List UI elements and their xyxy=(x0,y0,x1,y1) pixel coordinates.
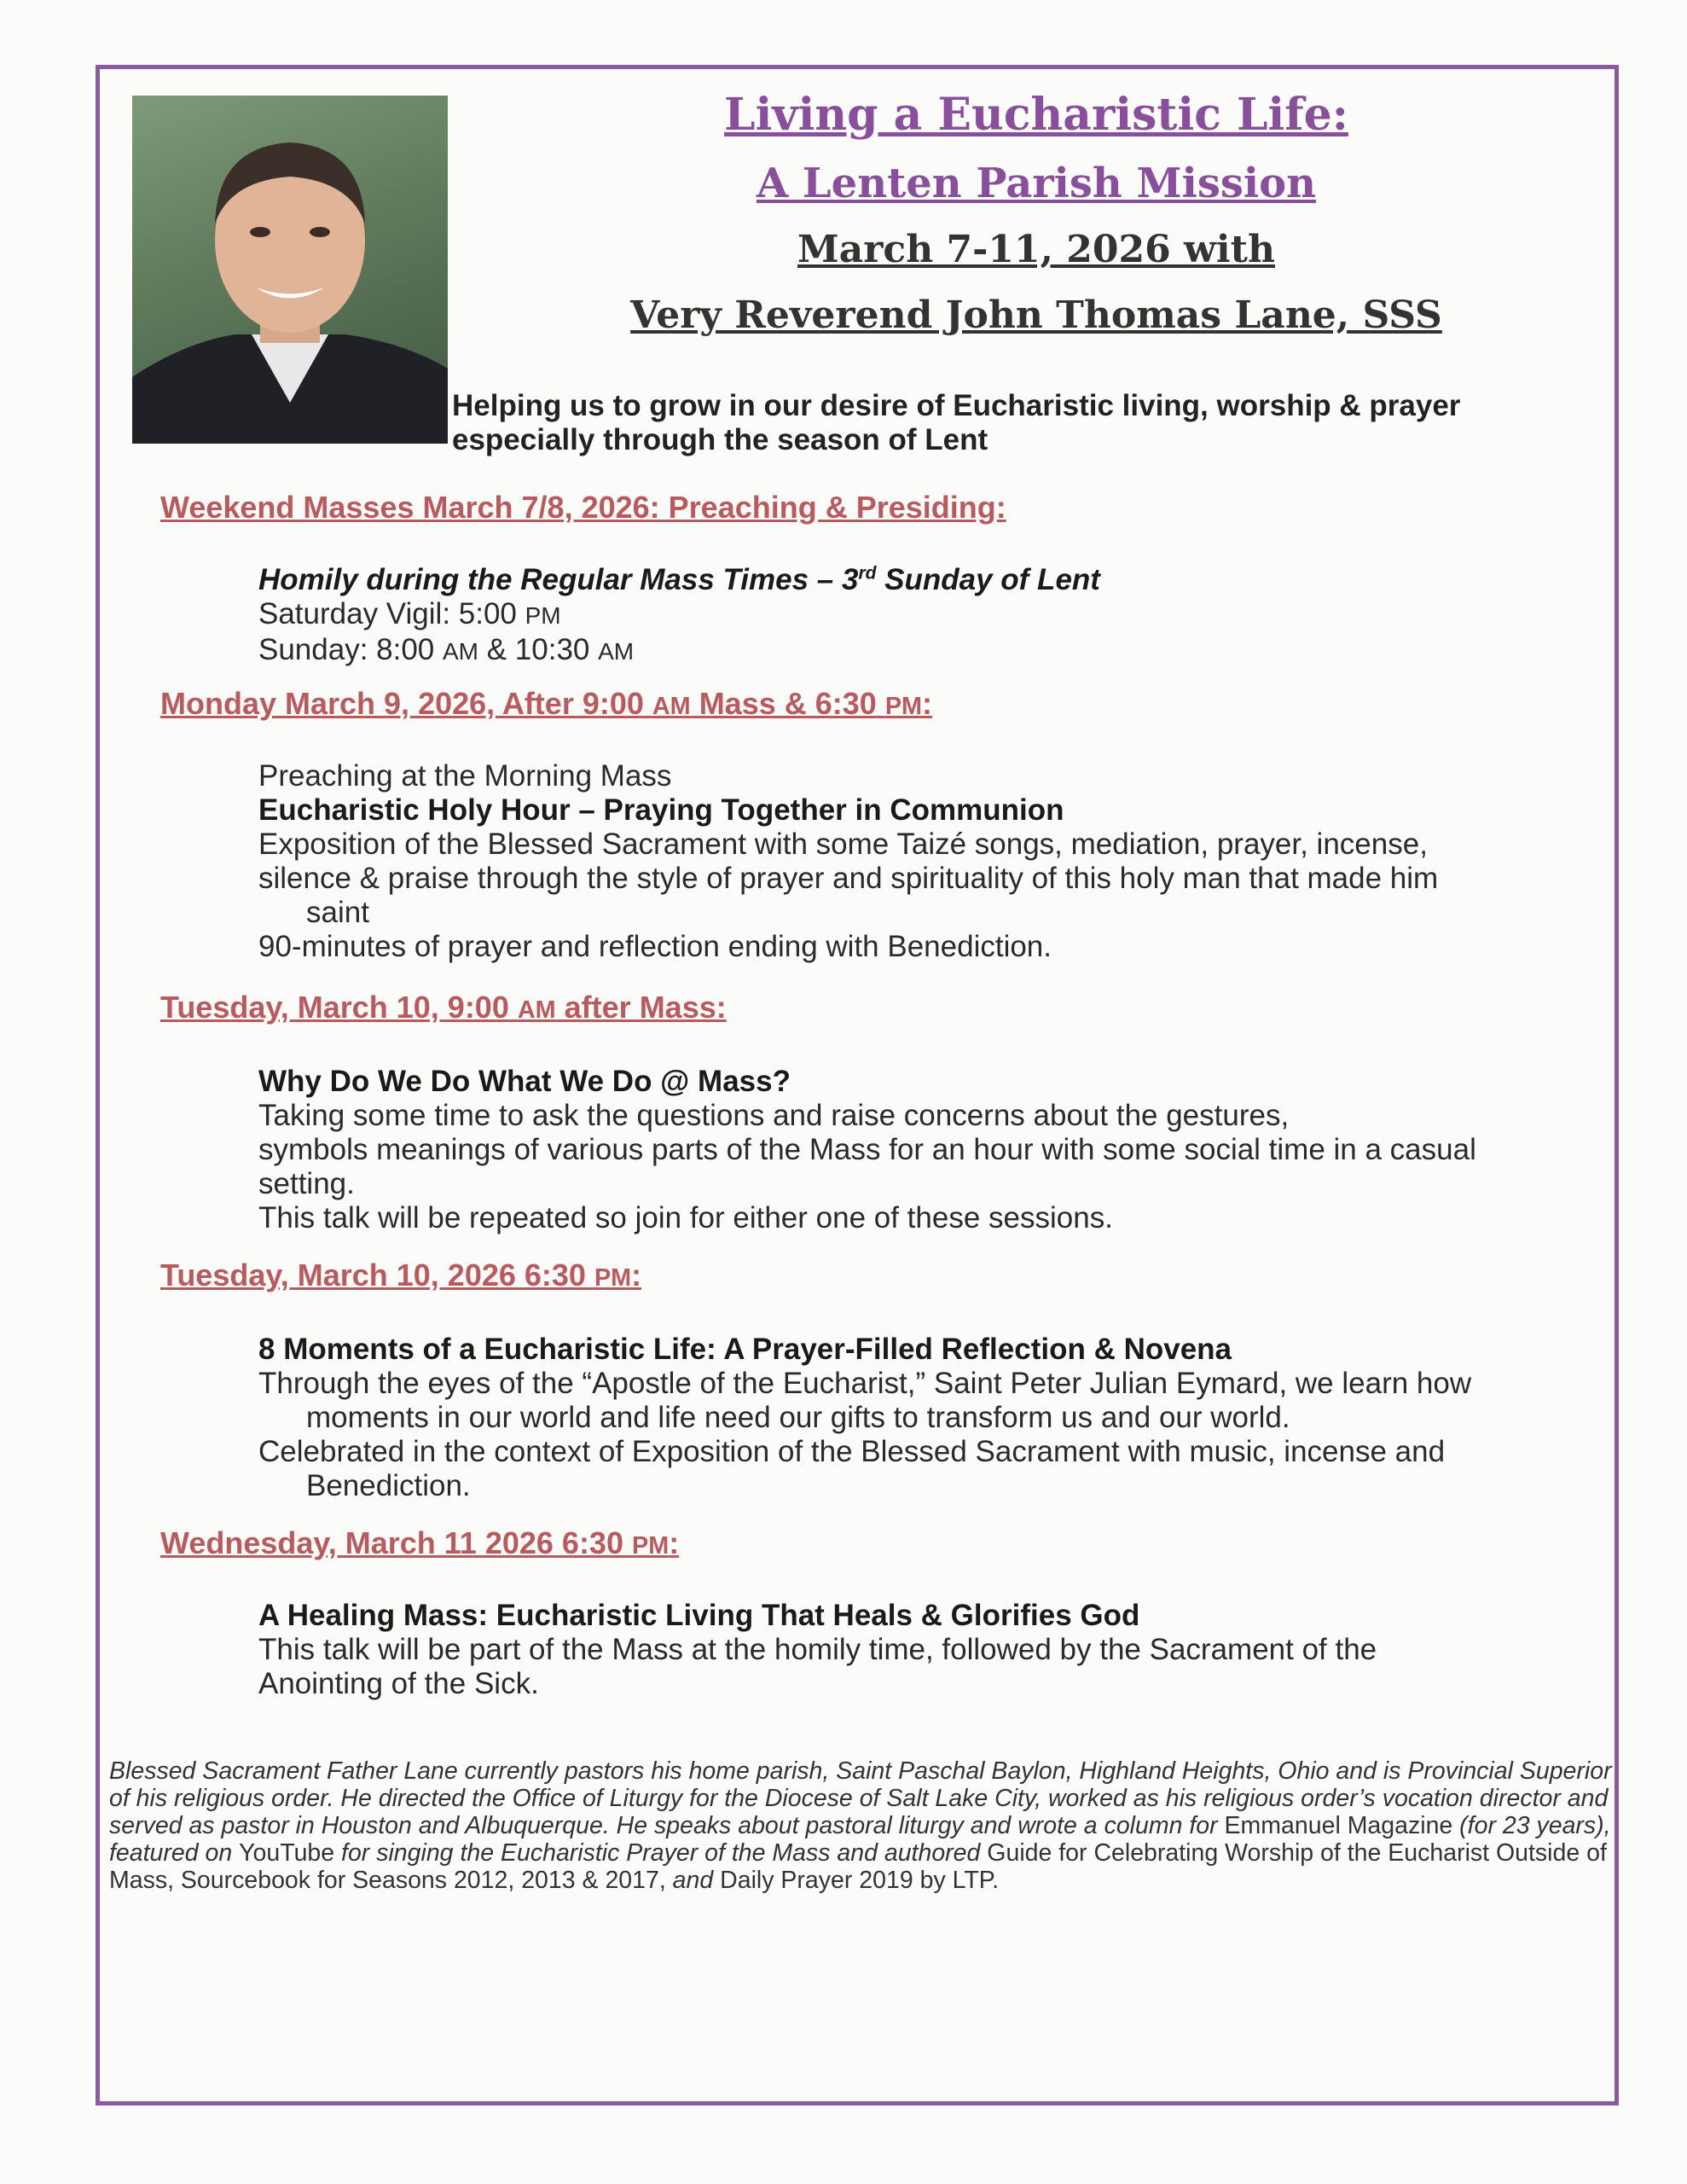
tuesday-pm-line-2: Through the eyes of the “Apostle of the Eucharist,” Saint Peter Julian Eymard, we learn how xyxy=(258,1367,1472,1400)
section-heading-wednesday: Wednesday, March 11 2026 6:30 PM: xyxy=(160,1525,680,1560)
sunday-line: Sunday: 8:00 AM & 10:30 AM xyxy=(258,633,635,666)
section-tuesday-am xyxy=(258,1065,1606,1235)
tagline-line-1: Helping us to grow in our desire of Eucharistic living, worship & prayer xyxy=(452,389,1461,422)
presenter-bio: Blessed Sacrament Father Lane currently pastors his home parish, Saint Paschal Baylon, Highland Heights, Ohio and is Provincial Superior of his religious order. He directed the Office of Liturgy for the Diocese of Salt Lake City, worked as his religious order’s vocation director and served as pastor in Houston and Albuquerque. He speaks about pastoral liturgy and wrote a column for Emmanuel Magazine (for 23 years), featured on YouTube for singing the Eucharistic Prayer of the Mass and authored Guide for Celebrating Worship of the Eucharist Outside of Mass, Sourcebook for Seasons 2012, 2013 & 2017, and Daily Prayer 2019 by LTP. xyxy=(109,1757,1612,1894)
wednesday-line-1: A Healing Mass: Eucharistic Living That Heals & Glorifies God xyxy=(258,1599,1140,1632)
tuesday-pm-line-5: Benediction. xyxy=(306,1469,471,1502)
tuesday-pm-line-3: moments in our world and life need our gifts to transform us and our world. xyxy=(306,1401,1290,1434)
homily-line: Homily during the Regular Mass Times – 3rd Sunday of Lent xyxy=(258,563,1100,596)
monday-line-2: Eucharistic Holy Hour – Praying Together in Communion xyxy=(258,793,1064,827)
presenter-photo xyxy=(132,96,448,444)
title-block xyxy=(478,89,1595,337)
tagline xyxy=(452,389,1595,457)
tuesday-am-line-3: symbols meanings of various parts of the Mass for an hour with some social time in a casual xyxy=(258,1133,1476,1166)
section-heading-tuesday-am: Tuesday, March 10, 9:00 AM after Mass: xyxy=(160,990,727,1025)
dates-line: March 7-11, 2026 with xyxy=(797,228,1275,271)
wednesday-line-2: This talk will be part of the Mass at the homily time, followed by the Sacrament of the xyxy=(258,1633,1377,1666)
tuesday-pm-line-4: Celebrated in the context of Exposition of the Blessed Sacrament with music, incense and xyxy=(258,1435,1446,1468)
wednesday-line-3: Anointing of the Sick. xyxy=(258,1667,539,1700)
section-tuesday-pm xyxy=(258,1333,1606,1503)
section-monday xyxy=(258,759,1606,964)
section-wednesday xyxy=(258,1599,1606,1701)
tuesday-am-line-1: Why Do We Do What We Do @ Mass? xyxy=(258,1065,791,1098)
monday-line-4: silence & praise through the style of prayer and spirituality of this holy man that made him xyxy=(258,862,1439,895)
tuesday-am-line-4: setting. xyxy=(258,1167,355,1200)
subtitle: A Lenten Parish Mission xyxy=(756,160,1317,207)
monday-line-6: 90-minutes of prayer and reflection ending with Benediction. xyxy=(258,930,1052,963)
monday-line-1: Preaching at the Morning Mass xyxy=(258,759,672,793)
tuesday-pm-line-1: 8 Moments of a Eucharistic Life: A Prayer-Filled Reflection & Novena xyxy=(258,1333,1232,1366)
tuesday-am-line-5: This talk will be repeated so join for either one of these sessions. xyxy=(258,1201,1113,1234)
section-heading-weekend: Weekend Masses March 7/8, 2026: Preaching & Presiding: xyxy=(160,490,1006,525)
tuesday-am-line-2: Taking some time to ask the questions and raise concerns about the gestures, xyxy=(258,1099,1290,1132)
monday-line-5: saint xyxy=(306,896,369,929)
section-heading-monday: Monday March 9, 2026, After 9:00 AM Mass & 6:30 PM: xyxy=(160,686,933,721)
section-weekend xyxy=(258,563,1606,669)
monday-line-3: Exposition of the Blessed Sacrament with some Taizé songs, mediation, prayer, incense, xyxy=(258,828,1428,861)
saturday-vigil-line: Saturday Vigil: 5:00 PM xyxy=(258,597,561,630)
main-title: Living a Eucharistic Life: xyxy=(724,89,1348,141)
presenter-name: Very Reverend John Thomas Lane, SSS xyxy=(630,293,1442,337)
tagline-line-2: especially through the season of Lent xyxy=(452,423,988,456)
section-heading-tuesday-pm: Tuesday, March 10, 2026 6:30 PM: xyxy=(160,1258,642,1292)
